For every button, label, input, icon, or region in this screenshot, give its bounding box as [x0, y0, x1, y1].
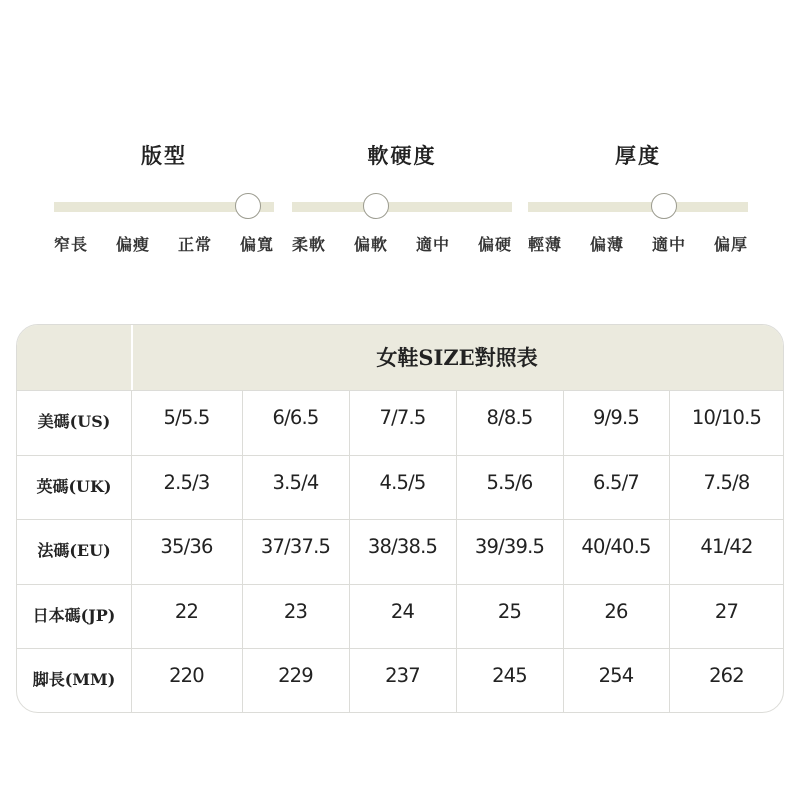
table-cell: 23 [283, 599, 308, 623]
table-cell: 5/5.5 [163, 406, 210, 429]
slider-label: 輕薄 [528, 235, 563, 254]
table-cell: 6.5/7 [593, 470, 639, 494]
slider-labels [292, 232, 512, 255]
header-divider [131, 325, 133, 390]
table-cell: 37/37.5 [260, 535, 331, 559]
row-label: 英碼(UK) [36, 476, 112, 496]
table-cell: 24 [390, 599, 415, 623]
table-cell: 6/6.5 [272, 406, 319, 429]
table-cell: 4.5/5 [379, 470, 426, 494]
slider-thickness [528, 140, 748, 260]
table-cell: 41/42 [700, 535, 753, 559]
slider-track [292, 202, 512, 212]
table-cell: 35/36 [160, 535, 213, 559]
table-title: 女鞋SIZE對照表 [376, 345, 538, 370]
table-cell: 262 [709, 664, 744, 688]
slider-title: 厚度 [615, 144, 661, 168]
row-label: 美碼(US) [37, 412, 111, 431]
size-chart-table [16, 324, 784, 713]
slider-fit [54, 140, 274, 260]
table-cell: 220 [169, 664, 204, 688]
slider-label: 偏硬 [477, 235, 512, 254]
table-cell: 3.5/4 [272, 470, 319, 494]
slider-label: 偏寬 [239, 235, 274, 254]
table-cell: 254 [598, 664, 634, 688]
row-label: 法碼(EU) [37, 541, 111, 561]
table-cell: 2.5/3 [163, 470, 210, 494]
slider-knob [235, 193, 261, 219]
table-cell: 229 [278, 664, 313, 688]
table-cell: 9/9.5 [593, 406, 639, 429]
table-cell: 40/40.5 [581, 535, 651, 559]
slider-labels [528, 232, 748, 255]
slider-title: 版型 [141, 144, 187, 168]
column-divider [242, 390, 243, 712]
slider-title: 軟硬度 [367, 144, 437, 168]
row-label: 脚長(MM) [32, 670, 116, 690]
table-cell: 245 [492, 664, 527, 688]
slider-labels [54, 232, 274, 255]
slider-label: 正常 [177, 235, 212, 254]
table-cell: 25 [497, 599, 522, 623]
table-cell: 7/7.5 [379, 406, 426, 429]
table-cell: 38/38.5 [367, 535, 438, 559]
slider-label: 偏薄 [589, 235, 624, 254]
slider-label: 窄長 [54, 235, 89, 254]
column-divider [131, 390, 132, 712]
slider-label: 適中 [651, 235, 686, 254]
table-cell: 26 [604, 599, 628, 623]
slider-label: 偏瘦 [115, 235, 150, 254]
table-cell: 10/10.5 [691, 406, 762, 429]
table-cell: 8/8.5 [486, 406, 533, 429]
table-cell: 39/39.5 [474, 535, 545, 559]
slider-knob [363, 193, 389, 219]
column-divider [563, 390, 564, 712]
column-divider [669, 390, 670, 712]
table-cell: 22 [174, 599, 199, 623]
slider-label: 偏厚 [713, 235, 748, 254]
table-cell: 27 [714, 599, 739, 623]
slider-label: 柔軟 [292, 235, 327, 254]
slider-track [528, 202, 748, 212]
row-label: 日本碼(JP) [32, 605, 116, 625]
slider-label: 適中 [415, 235, 450, 254]
table-cell: 5.5/6 [486, 470, 533, 494]
slider-knob [651, 193, 677, 219]
slider-label: 偏軟 [353, 235, 388, 254]
table-cell: 237 [385, 664, 420, 688]
table-cell: 7.5/8 [703, 470, 750, 494]
column-divider [456, 390, 457, 712]
column-divider [349, 390, 350, 712]
slider-softness [292, 140, 512, 260]
